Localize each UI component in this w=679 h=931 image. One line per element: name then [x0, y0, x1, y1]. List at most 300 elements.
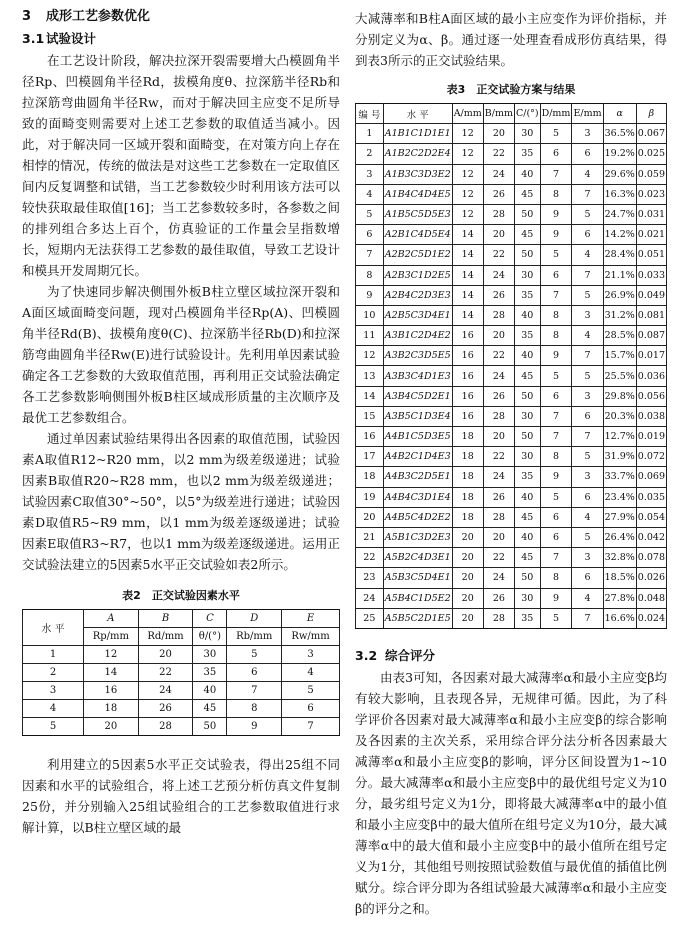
table-cell: A5B2C4D3E1 — [383, 548, 452, 568]
table-row — [356, 588, 667, 608]
table-row — [356, 527, 667, 547]
table-cell: 9 — [540, 225, 572, 245]
table-cell: 28 — [483, 608, 514, 628]
table3-header: D/mm — [540, 104, 572, 124]
table-cell: 26 — [138, 700, 193, 718]
table-cell: 0.067 — [636, 124, 666, 144]
table-cell: 14 — [452, 285, 483, 305]
table-cell: 7 — [540, 406, 572, 426]
table-cell: 24 — [138, 682, 193, 700]
table-cell: 2 — [356, 144, 384, 164]
table-cell: 16 — [84, 682, 139, 700]
table-cell: 40 — [514, 346, 540, 366]
table-cell: 40 — [514, 487, 540, 507]
table-cell: 0.081 — [636, 305, 666, 325]
table-cell: 20 — [452, 608, 483, 628]
table-cell: 26 — [483, 386, 514, 406]
table-cell: 9 — [540, 204, 572, 224]
table-cell: 5 — [572, 447, 603, 467]
table2-letter: E — [282, 610, 340, 628]
table-cell: 6 — [572, 406, 603, 426]
table-row — [23, 646, 340, 664]
table-cell: 22 — [483, 245, 514, 265]
table-cell: 22 — [483, 447, 514, 467]
table-cell: 20 — [483, 225, 514, 245]
table-cell: 6 — [540, 144, 572, 164]
table-cell: 4 — [572, 326, 603, 346]
table-cell: 21.1% — [603, 265, 636, 285]
table-cell: 7 — [572, 427, 603, 447]
table-cell: A4B5C4D2E2 — [383, 507, 452, 527]
table-cell: 29.6% — [603, 164, 636, 184]
table-cell: 26 — [483, 184, 514, 204]
table-cell: A1B1C1D1E1 — [383, 124, 452, 144]
table-cell: 22 — [483, 548, 514, 568]
table-cell: 9 — [356, 285, 384, 305]
table-cell: 5 — [227, 646, 282, 664]
table-cell: 0.025 — [636, 144, 666, 164]
table-cell: 12 — [452, 184, 483, 204]
table-cell: 11 — [356, 326, 384, 346]
table-cell: 5 — [572, 366, 603, 386]
table-row — [356, 225, 667, 245]
table-cell: 18 — [452, 427, 483, 447]
table-row — [356, 265, 667, 285]
table-cell: 16 — [452, 406, 483, 426]
table-cell: 5 — [540, 608, 572, 628]
table-row — [356, 204, 667, 224]
table-cell: 7 — [572, 265, 603, 285]
table-cell: A1B2C2D2E4 — [383, 144, 452, 164]
table-cell: 26.4% — [603, 527, 636, 547]
table2-caption: 表2 正交试验因素水平 — [122, 589, 240, 602]
table-cell: A2B3C1D2E5 — [383, 265, 452, 285]
table-cell: 0.049 — [636, 285, 666, 305]
table2-letter: D — [227, 610, 282, 628]
table-cell: 2 — [23, 664, 84, 682]
table-cell: 22 — [356, 548, 384, 568]
table-cell: 5 — [572, 527, 603, 547]
table-cell: 4 — [572, 507, 603, 527]
table-row — [23, 682, 340, 700]
table-cell: 3 — [356, 164, 384, 184]
table-cell: 24 — [483, 467, 514, 487]
table-row — [23, 718, 340, 736]
section-heading: 3 成形工艺参数优化 — [22, 9, 151, 24]
table-cell: 0.019 — [636, 427, 666, 447]
table-cell: 0.072 — [636, 447, 666, 467]
table-cell: 50 — [514, 386, 540, 406]
table-cell: 0.038 — [636, 406, 666, 426]
paragraph-continued: 大减薄率和B柱A面区域的最小主应变作为评价指标，并分别定义为α、β。通过逐一处理查看成形仿真结果，得到表3所示的正交试验结果。 — [355, 11, 667, 68]
table-cell: A1B5C5D5E3 — [383, 204, 452, 224]
table-cell: 18 — [452, 507, 483, 527]
table3-header: 编 号 — [356, 104, 384, 124]
table-cell: 35 — [514, 326, 540, 346]
table-row — [356, 184, 667, 204]
table-cell: 27.9% — [603, 507, 636, 527]
table3-header: C/(°) — [514, 104, 540, 124]
table-cell: 12 — [356, 346, 384, 366]
table-cell: 24 — [483, 265, 514, 285]
table3-header: β — [636, 104, 666, 124]
table-cell: 6 — [282, 700, 340, 718]
table-cell: 7 — [540, 285, 572, 305]
table-cell: 12 — [452, 124, 483, 144]
table-cell: 4 — [572, 588, 603, 608]
paragraph: 在工艺设计阶段，解决拉深开裂需要增大凸模圆角半径Rp、凹模圆角半径Rd，拔模角度θ、拉深筋半径Rb和拉深筋弯曲圆角半径Rw，而对于解决回主应变不足所导致的面畸变则需要对上述工艺参数的取值适当减小。因此，对于解决同一区域开裂和面畸变，在对策方向上存在相悖的情况，传统的做法是对这些工艺参数在一定取值区间内反复调整和试错，当工艺参数较少时利用该方法可以较快获取最佳取值[16]；当工艺参数较多时，各参数之间的排列组合多达上百个，仿真验证的工作量会呈指数增长，短期内无法获得工艺参数的最佳取值，导致工艺设计和模具开发周期冗长。 — [22, 53, 340, 278]
table-cell: 0.078 — [636, 548, 666, 568]
table-row — [356, 305, 667, 325]
table-cell: 7 — [282, 718, 340, 736]
table-cell: 29.8% — [603, 386, 636, 406]
table-row — [356, 144, 667, 164]
table-cell: 20 — [483, 527, 514, 547]
table-cell: 3 — [282, 646, 340, 664]
table-cell: 7 — [572, 608, 603, 628]
table-cell: 0.024 — [636, 608, 666, 628]
table-cell: 6 — [540, 507, 572, 527]
table-cell: 7 — [227, 682, 282, 700]
table-cell: 24 — [356, 588, 384, 608]
table-cell: 15 — [356, 406, 384, 426]
table2-unit: Rp/mm — [84, 628, 139, 646]
table-cell: 16.3% — [603, 184, 636, 204]
table-cell: 20.3% — [603, 406, 636, 426]
table-cell: 8 — [540, 184, 572, 204]
table3 — [355, 103, 667, 629]
table-cell: 5 — [282, 682, 340, 700]
table-row — [356, 406, 667, 426]
table-cell: 26 — [483, 487, 514, 507]
table-cell: 20 — [138, 646, 193, 664]
table-cell: 19.2% — [603, 144, 636, 164]
table-cell: 0.026 — [636, 568, 666, 588]
table-cell: 20 — [356, 507, 384, 527]
table-cell: 50 — [514, 568, 540, 588]
table3-header: 水 平 — [383, 104, 452, 124]
table-cell: A4B2C1D4E3 — [383, 447, 452, 467]
table-cell: 4 — [356, 184, 384, 204]
table-cell: 23.4% — [603, 487, 636, 507]
table-cell: 14 — [356, 386, 384, 406]
table-cell: 4 — [282, 664, 340, 682]
table-cell: 19 — [356, 487, 384, 507]
table-row — [356, 447, 667, 467]
table-cell: 16 — [452, 366, 483, 386]
table-cell: 7 — [540, 164, 572, 184]
table2-unit: Rb/mm — [227, 628, 282, 646]
table-cell: 15.7% — [603, 346, 636, 366]
subsection-heading-3-2: 3.2 综合评分 — [355, 647, 436, 663]
table-cell: 20 — [483, 427, 514, 447]
table-row — [356, 548, 667, 568]
table-cell: 6 — [572, 487, 603, 507]
table-cell: A5B3C5D4E1 — [383, 568, 452, 588]
table-cell: 0.033 — [636, 265, 666, 285]
table-cell: 0.087 — [636, 326, 666, 346]
table-cell: A3B2C3D5E5 — [383, 346, 452, 366]
table-cell: 3 — [572, 386, 603, 406]
table-cell: 14 — [452, 305, 483, 325]
table-cell: 18.5% — [603, 568, 636, 588]
table-cell: 9 — [540, 588, 572, 608]
table-cell: 18 — [84, 700, 139, 718]
table-cell: A2B4C2D3E3 — [383, 285, 452, 305]
table-cell: 35 — [193, 664, 227, 682]
table-cell: 10 — [356, 305, 384, 325]
table-cell: 8 — [540, 305, 572, 325]
table-cell: 6 — [227, 664, 282, 682]
table-cell: 24 — [483, 568, 514, 588]
table-row — [356, 608, 667, 628]
table-row — [356, 386, 667, 406]
table-cell: 35 — [514, 608, 540, 628]
table-cell: 7 — [540, 427, 572, 447]
table-cell: 27.8% — [603, 588, 636, 608]
table-cell: 5 — [572, 204, 603, 224]
table-cell: 1 — [23, 646, 84, 664]
table-cell: 4 — [572, 245, 603, 265]
table-cell: 30 — [514, 124, 540, 144]
table-cell: 16 — [452, 326, 483, 346]
table-cell: A5B5C2D1E5 — [383, 608, 452, 628]
table2 — [22, 609, 340, 736]
table-cell: 5 — [23, 718, 84, 736]
table2-unit: θ/(°) — [193, 628, 227, 646]
table-cell: 3 — [572, 548, 603, 568]
table2-unit: Rd/mm — [138, 628, 193, 646]
table-row — [356, 245, 667, 265]
table-cell: 45 — [514, 507, 540, 527]
table-cell: 20 — [483, 326, 514, 346]
table-cell: 6 — [356, 225, 384, 245]
table-cell: 14.2% — [603, 225, 636, 245]
table-cell: 8 — [227, 700, 282, 718]
table-row — [356, 326, 667, 346]
table-cell: 4 — [23, 700, 84, 718]
table-cell: A4B3C2D5E1 — [383, 467, 452, 487]
table-row — [356, 568, 667, 588]
table-cell: 16 — [356, 427, 384, 447]
table-cell: 26 — [483, 588, 514, 608]
table-cell: 0.056 — [636, 386, 666, 406]
table-cell: 12 — [452, 164, 483, 184]
table-cell: 28 — [483, 406, 514, 426]
table-cell: 18 — [356, 467, 384, 487]
table-cell: 3 — [572, 467, 603, 487]
table-row — [23, 700, 340, 718]
table-cell: 25 — [356, 608, 384, 628]
table-cell: 31.9% — [603, 447, 636, 467]
table-cell: 6 — [540, 265, 572, 285]
table-cell: 6 — [572, 568, 603, 588]
table-row — [356, 164, 667, 184]
table-cell: 6 — [540, 527, 572, 547]
table-cell: 7 — [540, 548, 572, 568]
table3-header: B/mm — [483, 104, 514, 124]
table-cell: 32.8% — [603, 548, 636, 568]
table-cell: 12 — [84, 646, 139, 664]
table-cell: 0.021 — [636, 225, 666, 245]
table-cell: 20 — [84, 718, 139, 736]
table-row — [356, 346, 667, 366]
table-cell: A4B1C5D3E5 — [383, 427, 452, 447]
table-cell: 16 — [452, 346, 483, 366]
table-cell: 0.031 — [636, 204, 666, 224]
table-cell: A4B4C3D1E4 — [383, 487, 452, 507]
table-row — [356, 487, 667, 507]
table-cell: 9 — [540, 467, 572, 487]
right-column — [355, 8, 667, 919]
table-cell: 0.048 — [636, 588, 666, 608]
table-cell: 3 — [572, 305, 603, 325]
table-cell: 24 — [483, 366, 514, 386]
table-cell: 50 — [193, 718, 227, 736]
table-cell: 28 — [483, 305, 514, 325]
table-cell: A2B1C4D5E4 — [383, 225, 452, 245]
table-cell: 35 — [514, 285, 540, 305]
table-cell: 23 — [356, 568, 384, 588]
paragraph: 由表3可知，各因素对最大减薄率α和最小主应变β均有较大影响，且表现各异，无规律可循。因此，为了科学评价各因素对最大减薄率α和最小主应变β的综合影响及各因素的主次关系，采用综合评分法分析各因素最大减薄率α和最小主应变β的影响，评分区间设置为1~10分。最大减薄率α和最小主应变β中的最优组号定义为10分，最劣组号定义为1分，即将最大减薄率α中的最小值和最小主应变β中的最大值所在组号定义为10分，最大减薄率α中的最大值和最小主应变β中的最小值所在组号定义为1分，其他组号则按照试验数值与最优值的插值比例赋分。综合评分即为各组试验最大减薄率α和最小主应变β的评分之和。 — [355, 669, 667, 916]
table-cell: 40 — [193, 682, 227, 700]
table-cell: 5 — [540, 245, 572, 265]
table-cell: 30 — [514, 265, 540, 285]
table-cell: 20 — [452, 527, 483, 547]
table-cell: A2B5C3D4E1 — [383, 305, 452, 325]
table-cell: 7 — [356, 245, 384, 265]
table-cell: 45 — [514, 548, 540, 568]
table-cell: 1 — [356, 124, 384, 144]
table-cell: 24.7% — [603, 204, 636, 224]
table-cell: 21 — [356, 527, 384, 547]
table-cell: 16.6% — [603, 608, 636, 628]
table-cell: 22 — [138, 664, 193, 682]
table-cell: 28 — [138, 718, 193, 736]
table-cell: 12 — [452, 204, 483, 224]
paragraph: 利用建立的5因素5水平正交试验表，得出25组不同因素和水平的试验组合，将上述工艺预分析仿真文件复制25份，并分别输入25组试验组合的工艺参数取值进行求解计算，以B柱立壁区域的最 — [22, 757, 340, 835]
table-cell: 9 — [540, 346, 572, 366]
table-cell: 22 — [483, 144, 514, 164]
table-cell: 45 — [514, 366, 540, 386]
table-cell: A3B5C1D3E4 — [383, 406, 452, 426]
table-cell: 20 — [452, 548, 483, 568]
table-cell: 18 — [452, 487, 483, 507]
table-cell: 50 — [514, 204, 540, 224]
table-row — [356, 507, 667, 527]
table2-letter: B — [138, 610, 193, 628]
table-cell: 40 — [514, 527, 540, 547]
table-cell: A3B4C5D2E1 — [383, 386, 452, 406]
table-cell: 0.042 — [636, 527, 666, 547]
table-cell: 9 — [227, 718, 282, 736]
table-cell: 5 — [356, 204, 384, 224]
table-cell: 45 — [193, 700, 227, 718]
table3-header: A/mm — [452, 104, 483, 124]
table-cell: 31.2% — [603, 305, 636, 325]
table-cell: 28.5% — [603, 326, 636, 346]
table-cell: 4 — [572, 164, 603, 184]
table-row — [356, 427, 667, 447]
table-cell: 35 — [514, 144, 540, 164]
table3-header: E/mm — [572, 104, 603, 124]
table-cell: 3 — [572, 124, 603, 144]
table-cell: 5 — [540, 366, 572, 386]
table-cell: A5B1C3D2E3 — [383, 527, 452, 547]
table-cell: 33.7% — [603, 467, 636, 487]
table-cell: 17 — [356, 447, 384, 467]
table-cell: 14 — [452, 245, 483, 265]
table-cell: 8 — [540, 326, 572, 346]
table-cell: 30 — [514, 447, 540, 467]
table-cell: 0.036 — [636, 366, 666, 386]
table-cell: 0.054 — [636, 507, 666, 527]
table-cell: 0.017 — [636, 346, 666, 366]
table-cell: 22 — [483, 346, 514, 366]
table-cell: 18 — [452, 447, 483, 467]
table-cell: 6 — [572, 225, 603, 245]
table-cell: A3B3C4D1E3 — [383, 366, 452, 386]
table-cell: 24 — [483, 164, 514, 184]
table-cell: A1B4C4D4E5 — [383, 184, 452, 204]
table-cell: 20 — [452, 588, 483, 608]
table-cell: 45 — [514, 184, 540, 204]
table-cell: 5 — [540, 487, 572, 507]
table-cell: 50 — [514, 427, 540, 447]
table-cell: 30 — [193, 646, 227, 664]
table-cell: 8 — [540, 447, 572, 467]
table-cell: 5 — [572, 285, 603, 305]
table3-caption: 表3 正交试验方案与结果 — [446, 83, 576, 96]
table2-unit: Rw/mm — [282, 628, 340, 646]
table-row — [356, 467, 667, 487]
table-cell: A2B2C5D1E2 — [383, 245, 452, 265]
paragraph: 为了快速同步解决侧围外板B柱立壁区域拉深开裂和A面区域面畸变问题，现对凸模圆角半径Rp(A)、凹模圆角半径Rd(B)、拔模角度θ(C)、拉深筋半径Rb(D)和拉深筋弯曲圆角半径Rw(E)进行试验设计。先利用单因素试验确定各工艺参数的大致取值范围，再利用正交试验法确定各工艺参数影响侧围外板B柱区域成形质量的主次顺序及最优工艺参数组合。 — [22, 284, 340, 425]
table-cell: 36.5% — [603, 124, 636, 144]
table-row — [356, 366, 667, 386]
table-cell: 26.9% — [603, 285, 636, 305]
table-cell: 14 — [84, 664, 139, 682]
table2-body — [23, 646, 340, 736]
table-cell: 3 — [23, 682, 84, 700]
table2-letter: A — [84, 610, 139, 628]
table3-body — [356, 124, 667, 629]
table-cell: 14 — [452, 225, 483, 245]
table-cell: 7 — [572, 346, 603, 366]
table-cell: 35 — [514, 467, 540, 487]
table-cell: 0.051 — [636, 245, 666, 265]
subsection-heading-3-1: 3.1 试验设计 — [22, 31, 97, 46]
table-cell: 0.069 — [636, 467, 666, 487]
table-cell: 5 — [540, 124, 572, 144]
table-cell: 6 — [540, 386, 572, 406]
table-cell: 0.035 — [636, 487, 666, 507]
table-row — [23, 664, 340, 682]
table-cell: 26 — [483, 285, 514, 305]
table-cell: 25.5% — [603, 366, 636, 386]
table-cell: 12 — [452, 144, 483, 164]
table-cell: 28 — [483, 204, 514, 224]
table-cell: 6 — [572, 144, 603, 164]
table-cell: A3B1C2D4E2 — [383, 326, 452, 346]
table-cell: 0.023 — [636, 184, 666, 204]
table-cell: 30 — [514, 588, 540, 608]
table-cell: 8 — [356, 265, 384, 285]
table-cell: 20 — [452, 568, 483, 588]
table-cell: 28 — [483, 507, 514, 527]
table-cell: 28.4% — [603, 245, 636, 265]
table-cell: 8 — [540, 568, 572, 588]
